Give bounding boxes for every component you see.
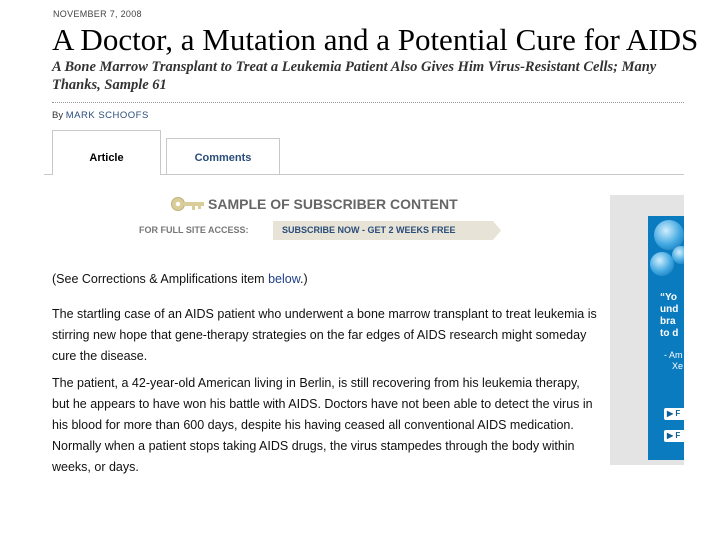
ad-quote-line: bra [660, 316, 676, 327]
paragraph-1: The startling case of an AIDS patient who underwent a bone marrow transplant to treat leukemia is stirring new hope that gene-therapy strategies on the far edges of AIDS research might someday cure the disease. [52, 307, 597, 363]
tab-comments-label: Comments [194, 152, 252, 164]
ad-bubble [650, 252, 674, 276]
subscribe-button[interactable] [273, 221, 501, 240]
deck: A Bone Marrow Transplant to Treat a Leukemia Patient Also Gives Him Virus-Resistant Cells; Many Thanks, Sample 61 [52, 59, 657, 93]
ad-attribution [664, 350, 683, 372]
header-divider [52, 102, 684, 103]
access-label: FOR FULL SITE ACCESS: [139, 225, 249, 235]
ad-button[interactable]: ▶ F [664, 408, 684, 420]
corrections-note [52, 272, 308, 286]
ad-quote-line: to d [660, 328, 679, 339]
corrections-suffix: .) [300, 272, 308, 286]
ad-quote-line: und [660, 304, 679, 315]
tab-article[interactable] [52, 130, 161, 175]
article-date: NOVEMBER 7, 2008 [53, 9, 142, 19]
headline: A Doctor, a Mutation and a Potential Cure for AIDS [52, 22, 699, 57]
tab-comments[interactable] [166, 138, 280, 174]
ad-quote [660, 292, 678, 340]
ad-button[interactable]: ▶ F [664, 430, 684, 442]
key-icon [170, 196, 206, 217]
corrections-link[interactable]: below [268, 272, 301, 286]
ad-quote-line: “Yo [660, 292, 678, 303]
paragraph-2: The patient, a 42-year-old American living in Berlin, is still recovering from his leukemia therapy, but he appears to have won his battle with AIDS. Doctors have not been able to detect the virus in his blood for more than 600 days, despite his having ceased all conventional AIDS medication. Normally when a patient stops taking AIDS drugs, the virus stampedes through the body within weeks, or days. [52, 376, 593, 474]
tab-article-label: Article [89, 152, 124, 164]
byline-prefix: By [52, 110, 64, 121]
ad-banner[interactable] [648, 216, 684, 460]
subscriber-heading: SAMPLE OF SUBSCRIBER CONTENT [208, 196, 458, 212]
ad-attribution-line: - Am [664, 350, 683, 360]
author-link[interactable]: MARK SCHOOFS [65, 110, 149, 121]
ad-attribution-line: Xe [672, 361, 684, 371]
corrections-prefix: (See Corrections & Amplifications item [52, 272, 269, 286]
subscribe-button-label: SUBSCRIBE NOW - GET 2 WEEKS FREE [282, 225, 456, 235]
ad-bubble [672, 246, 684, 264]
byline [52, 110, 149, 121]
